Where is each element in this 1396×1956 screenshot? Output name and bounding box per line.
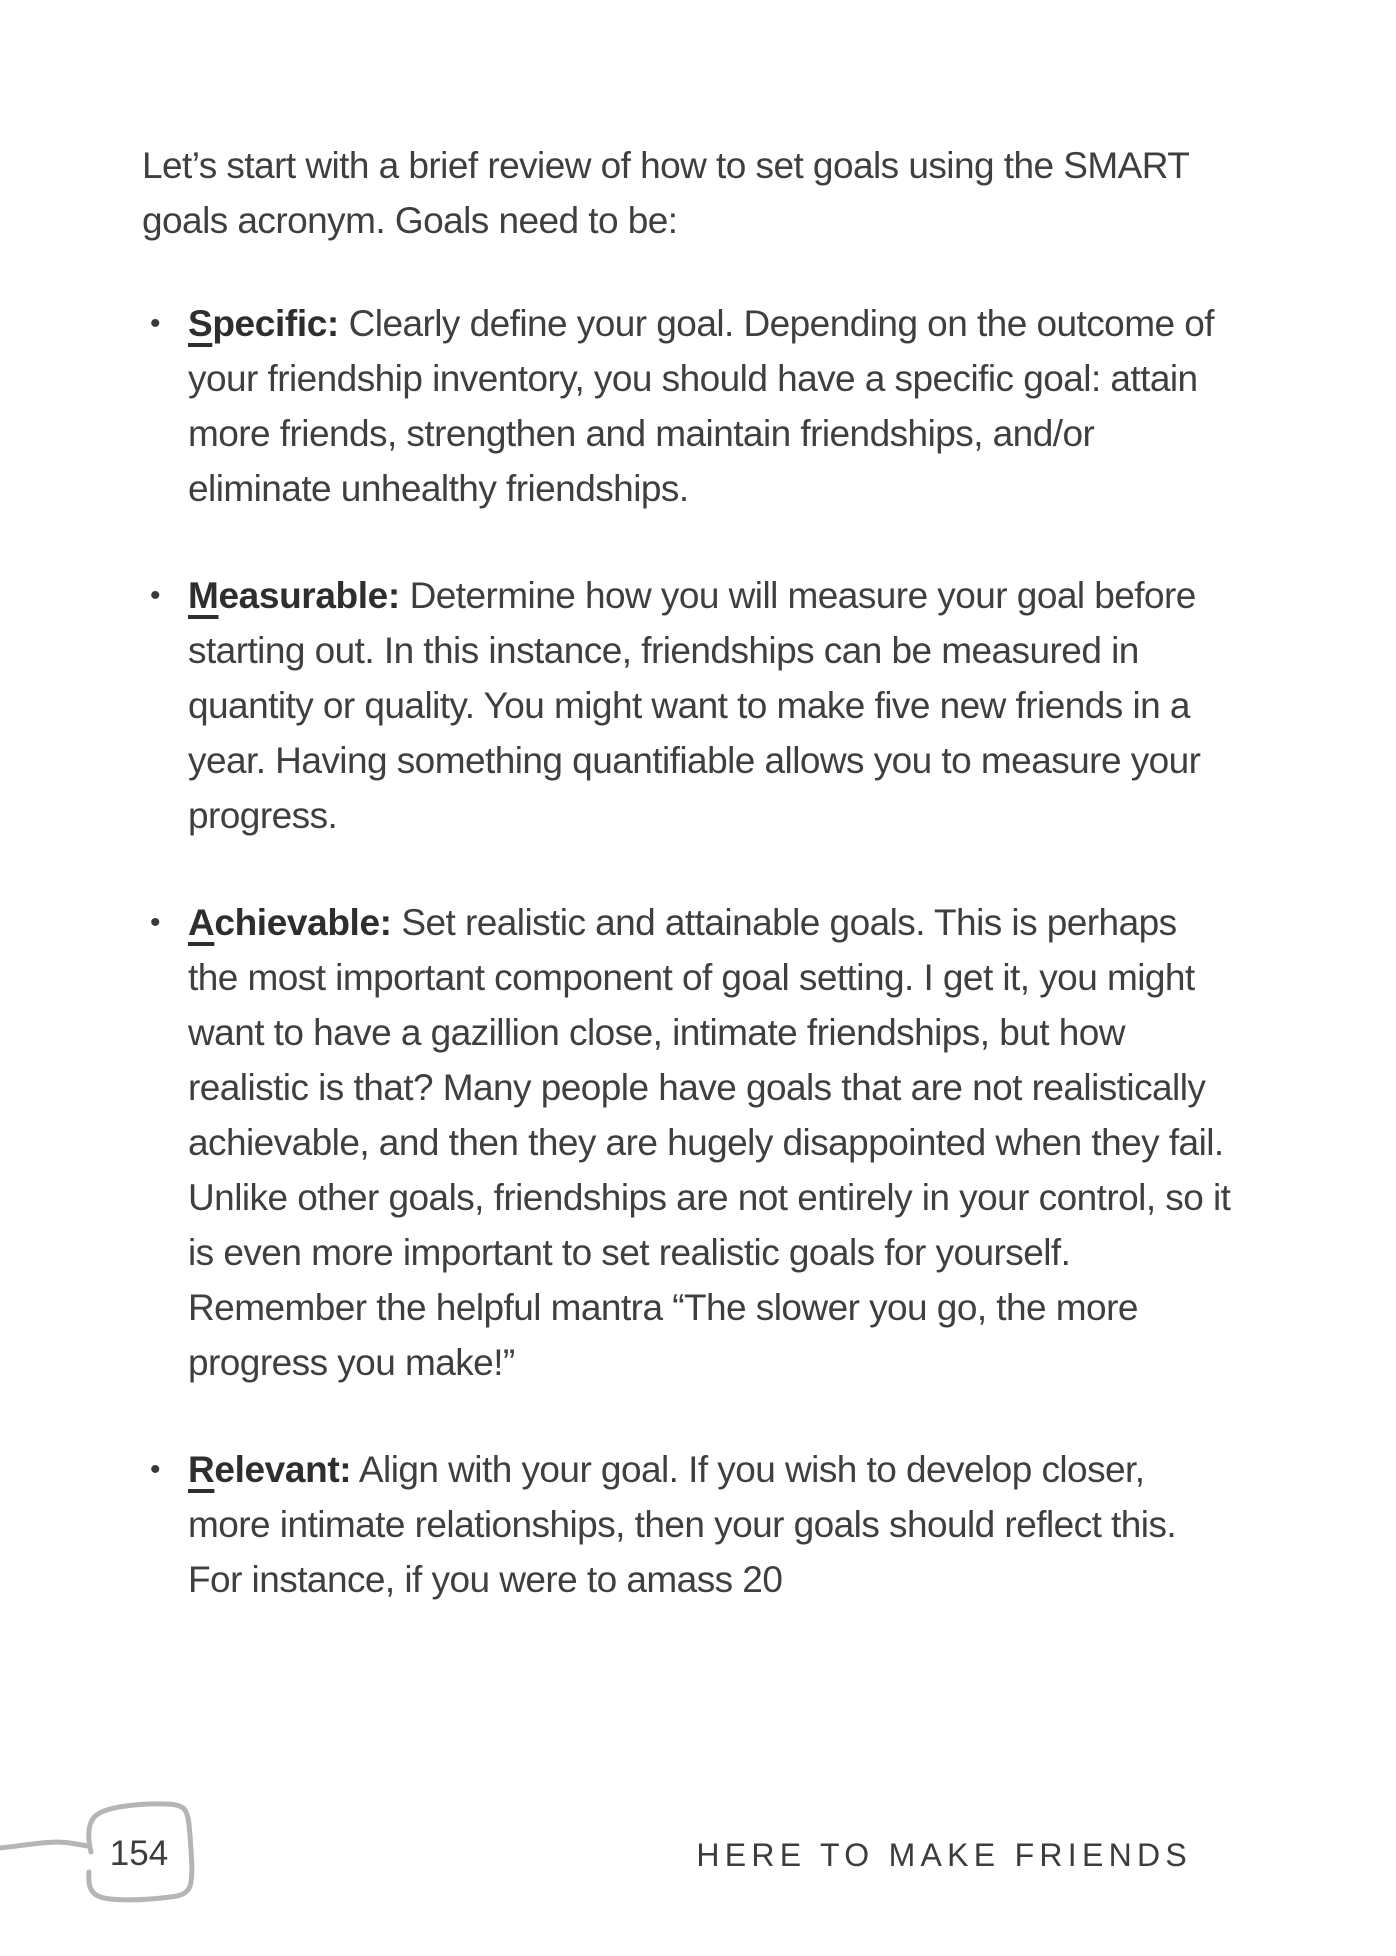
term-rest: pecific: [212, 303, 339, 344]
bullet-icon: • [150, 906, 160, 939]
smart-goals-list [142, 296, 1234, 1607]
goal-description: Set realistic and attainable goals. This is perhaps the most important component of goal setting. I get it, you might want to have a gazillion close, intimate friendships, but how realistic is that? Many people have goals that are not realistically achievable, and then they are hugely disappointed when they fail. Unlike other goals, friendships are not entirely in your control, so it is even more important to set realistic goals for yourself. Remember the helpful mantra “The slower you go, the more progress you make!” [188, 902, 1231, 1383]
goal-term [188, 303, 339, 344]
list-item-measurable [142, 568, 1234, 843]
running-footer-title: HERE TO MAKE FRIENDS [696, 1837, 1192, 1873]
term-rest: easurable: [218, 575, 400, 616]
list-item-specific [142, 296, 1234, 516]
list-item-relevant [142, 1442, 1234, 1607]
underlined-letter: R [188, 1449, 215, 1490]
page-body [142, 138, 1234, 1659]
term-rest: chievable: [214, 902, 392, 943]
underlined-letter: S [188, 303, 213, 344]
underlined-letter: A [188, 902, 215, 943]
goal-description: Determine how you will measure your goal before starting out. In this instance, friendships can be measured in quantity or quality. You might want to make five new friends in a year. Having something quantifiable allows you to measure your progress. [188, 575, 1201, 836]
bullet-icon: • [150, 307, 160, 340]
list-item-achievable [142, 895, 1234, 1390]
goal-term [188, 1449, 351, 1490]
goal-description: Align with your goal. If you wish to develop closer, more intimate relationships, then your goals should reflect this. For instance, if you were to amass 20 [188, 1449, 1177, 1600]
bullet-icon: • [150, 579, 160, 612]
bullet-icon: • [150, 1453, 160, 1486]
goal-description: Clearly define your goal. Depending on the outcome of your friendship inventory, you should have a specific goal: attain more friends, strengthen and maintain friendships, and/or eliminate unhealthy friendships. [188, 303, 1214, 509]
margin-line [0, 1842, 88, 1848]
term-rest: elevant: [214, 1449, 352, 1490]
underlined-letter: M [188, 575, 219, 616]
page-number: 154 [109, 1834, 169, 1873]
goal-term [188, 902, 392, 943]
goal-term [188, 575, 400, 616]
intro-paragraph: Let’s start with a brief review of how to set goals using the SMART goals acronym. Goals need to be: [142, 145, 1189, 241]
